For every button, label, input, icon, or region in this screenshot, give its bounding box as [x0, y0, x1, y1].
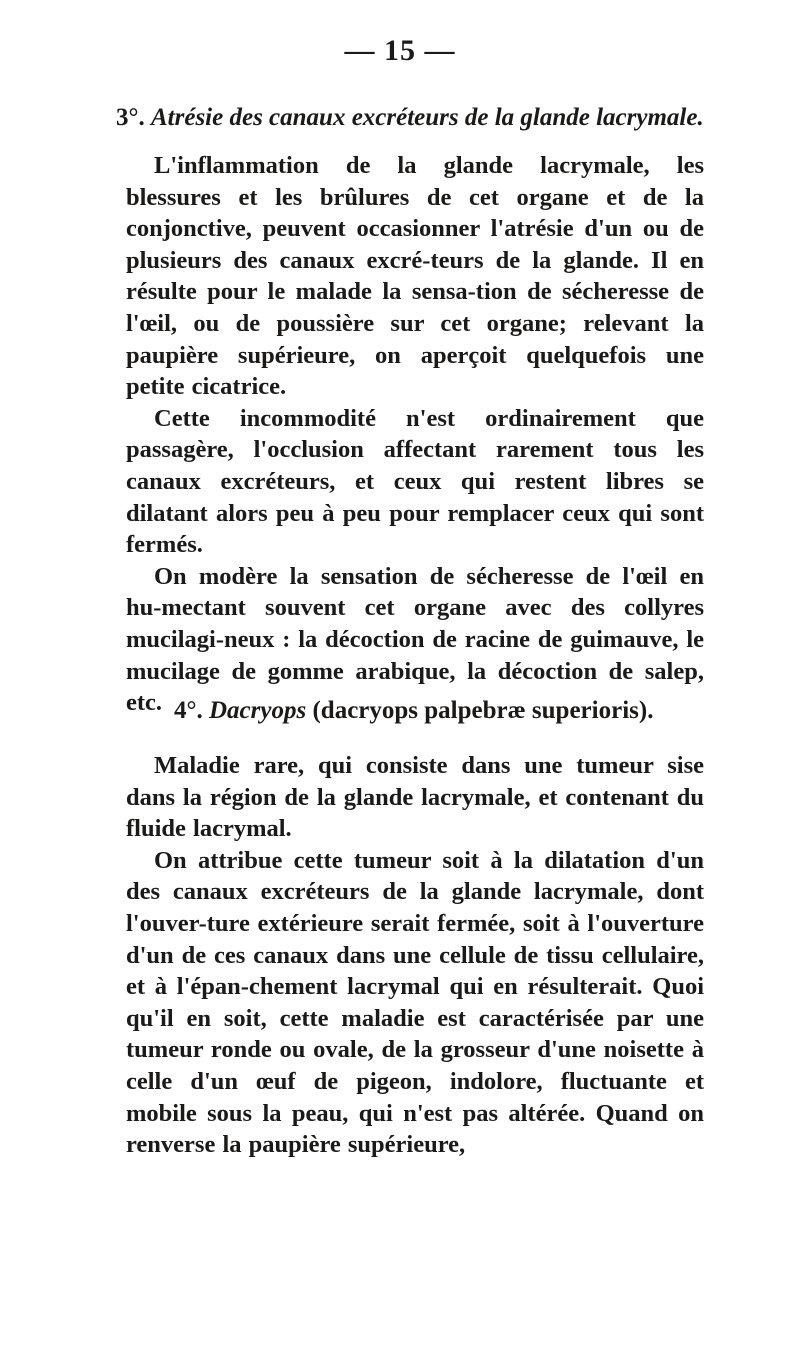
paragraph: On attribue cette tumeur soit à la dilatation d'un des canaux excréteurs de la glande lacrymale, dont l'ouver-ture extérieure serait fermée, soit à l'ouverture d'un de ces canaux dans une cellule de tissu cellulaire, et à l'épan-chement lacrymal qui en résulterait. Quoi qu'il en soit, cette maladie est caractérisée par une tumeur ronde ou ovale, de la grosseur d'une noisette à celle d'un œuf de pigeon, indolore, fluctuante et mobile sous la peau, qui n'est pas altérée. Quand on renverse la paupière supérieure, — [126, 846, 704, 1159]
section-3-heading — [116, 104, 716, 132]
paragraph: Cette incommodité n'est ordinairement que passagère, l'occlusion affectant rarement tous les canaux excréteurs, et ceux qui restent libres se dilatant alors peu à peu pour remplacer ceux qui sont fermés. — [126, 404, 704, 559]
section-3-number: 3°. — [116, 104, 145, 131]
section-4-title: Dacryops — [209, 697, 307, 724]
paragraph: On modère la sensation de sécheresse de l'œil en hu-mectant souvent cet organe avec des collyres mucilagi-neux : la décoction de racine de guimauve, le mucilage de gomme arabique, la décoction de salep, etc. — [126, 562, 704, 717]
section-3-body — [126, 150, 704, 719]
paragraph: Maladie rare, qui consiste dans une tumeur sise dans la région de la glande lacrymale, et contenant du fluide lacrymal. — [126, 752, 704, 843]
section-4-heading — [174, 697, 714, 725]
page-number: — 15 — — [344, 34, 456, 67]
section-4-body — [126, 750, 704, 1161]
section-4-subtitle: (dacryops palpebræ superioris). — [312, 697, 654, 724]
paragraph: L'inflammation de la glande lacrymale, les blessures et les brûlures de cet organe et de la conjonctive, peuvent occasionner l'atrésie d'un ou de plusieurs des canaux excré-teurs de la glande. Il en résulte pour le malade la sensa-tion de sécheresse de l'œil, ou de poussière sur cet organe; relevant la paupière supérieure, on aperçoit quelquefois une petite cicatrice. — [126, 152, 704, 401]
section-4-number: 4°. — [174, 697, 203, 724]
section-3-title: Atrésie des canaux excréteurs de la glande lacrymale. — [151, 104, 704, 131]
